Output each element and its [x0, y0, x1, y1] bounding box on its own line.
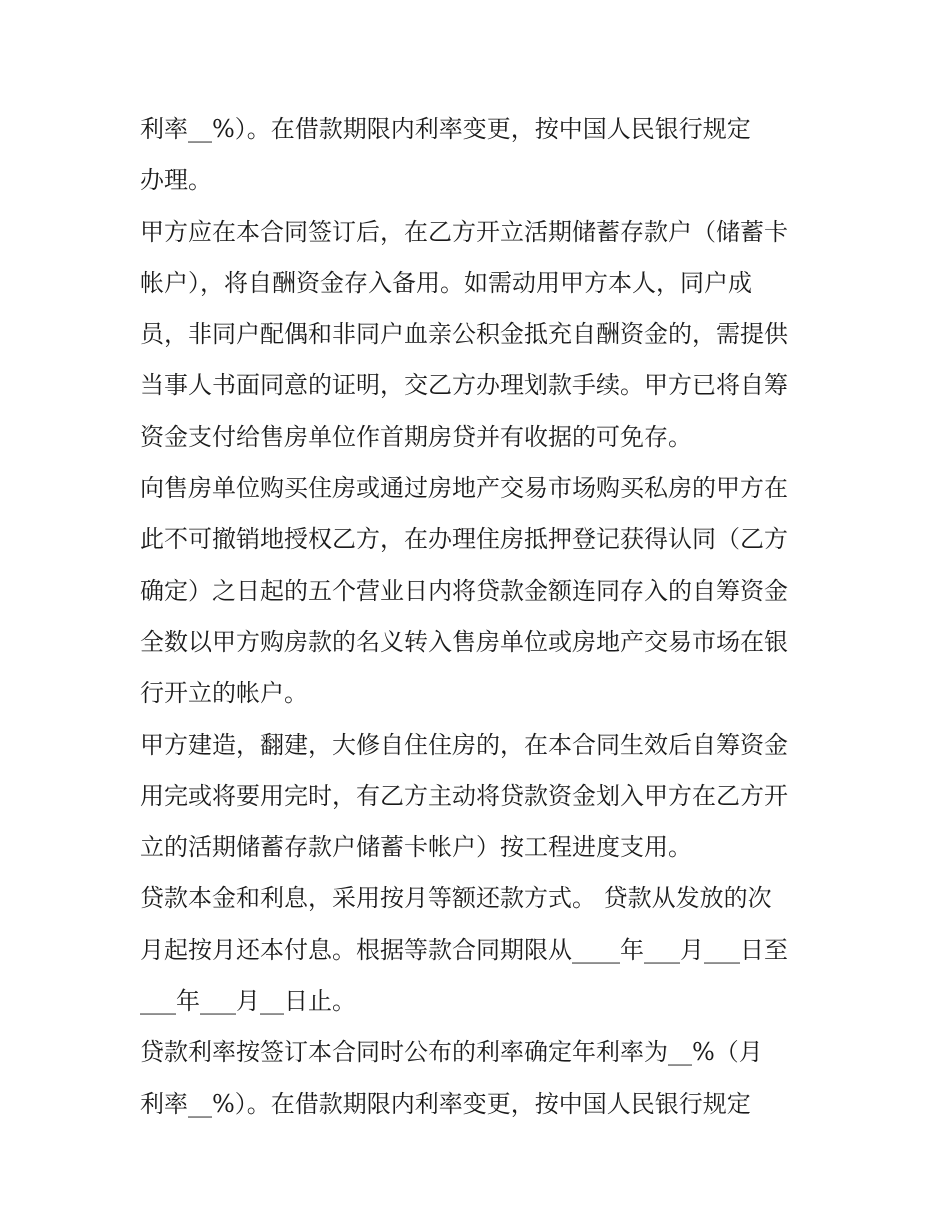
text-line: 月起按月还本付息。根据等款合同期限从____年___月___日至 [140, 935, 788, 964]
text-line: 全数以甲方购房款的名义转入售房单位或房地产交易市场在银 [140, 627, 788, 656]
text-line: 当事人书面同意的证明，交乙方办理划款手续。甲方已将自筹 [140, 371, 788, 400]
text-line: 甲方应在本合同签订后，在乙方开立活期储蓄存款户（储蓄卡 [140, 217, 788, 246]
document-body [140, 104, 820, 1130]
text-line: ___年___月__日止。 [140, 987, 356, 1016]
text-line: 利率__%）。在借款期限内利率变更，按中国人民银行规定 [140, 115, 751, 143]
text-line: 办理。 [140, 166, 212, 195]
text-line: 行开立的帐户。 [140, 679, 308, 708]
text-line: 资金支付给售房单位作首期房贷并有收据的可免存。 [140, 422, 692, 451]
text-line: 员，非同户配偶和非同户血亲公积金抵充自酬资金的，需提供 [140, 320, 788, 349]
text-line: 确定）之日起的五个营业日内将贷款金额连同存入的自筹资金 [140, 576, 788, 605]
text-line: 向售房单位购买住房或通过房地产交易市场购买私房的甲方在 [140, 474, 788, 503]
text-line: 此不可撤销地授权乙方，在办理住房抵押登记获得认同（乙方 [140, 525, 788, 554]
text-line: 用完或将要用完时，有乙方主动将贷款资金划入甲方在乙方开 [140, 781, 788, 810]
text-line: 甲方建造，翻建，大修自住住房的，在本合同生效后自筹资金 [140, 730, 788, 759]
text-line: 帐户），将自酬资金存入备用。如需动用甲方本人，同户成 [140, 268, 752, 297]
text-line: 利率__%）。在借款期限内利率变更，按中国人民银行规定 [140, 1089, 751, 1118]
text-line: 贷款本金和利息，采用按月等额还款方式。 贷款从发放的次 [140, 884, 772, 913]
text-line: 立的活期储蓄存款户储蓄卡帐户）按工程进度支用。 [140, 833, 692, 862]
text-line: 贷款利率按签订本合同时公布的利率确定年利率为__%（月 [140, 1038, 763, 1067]
